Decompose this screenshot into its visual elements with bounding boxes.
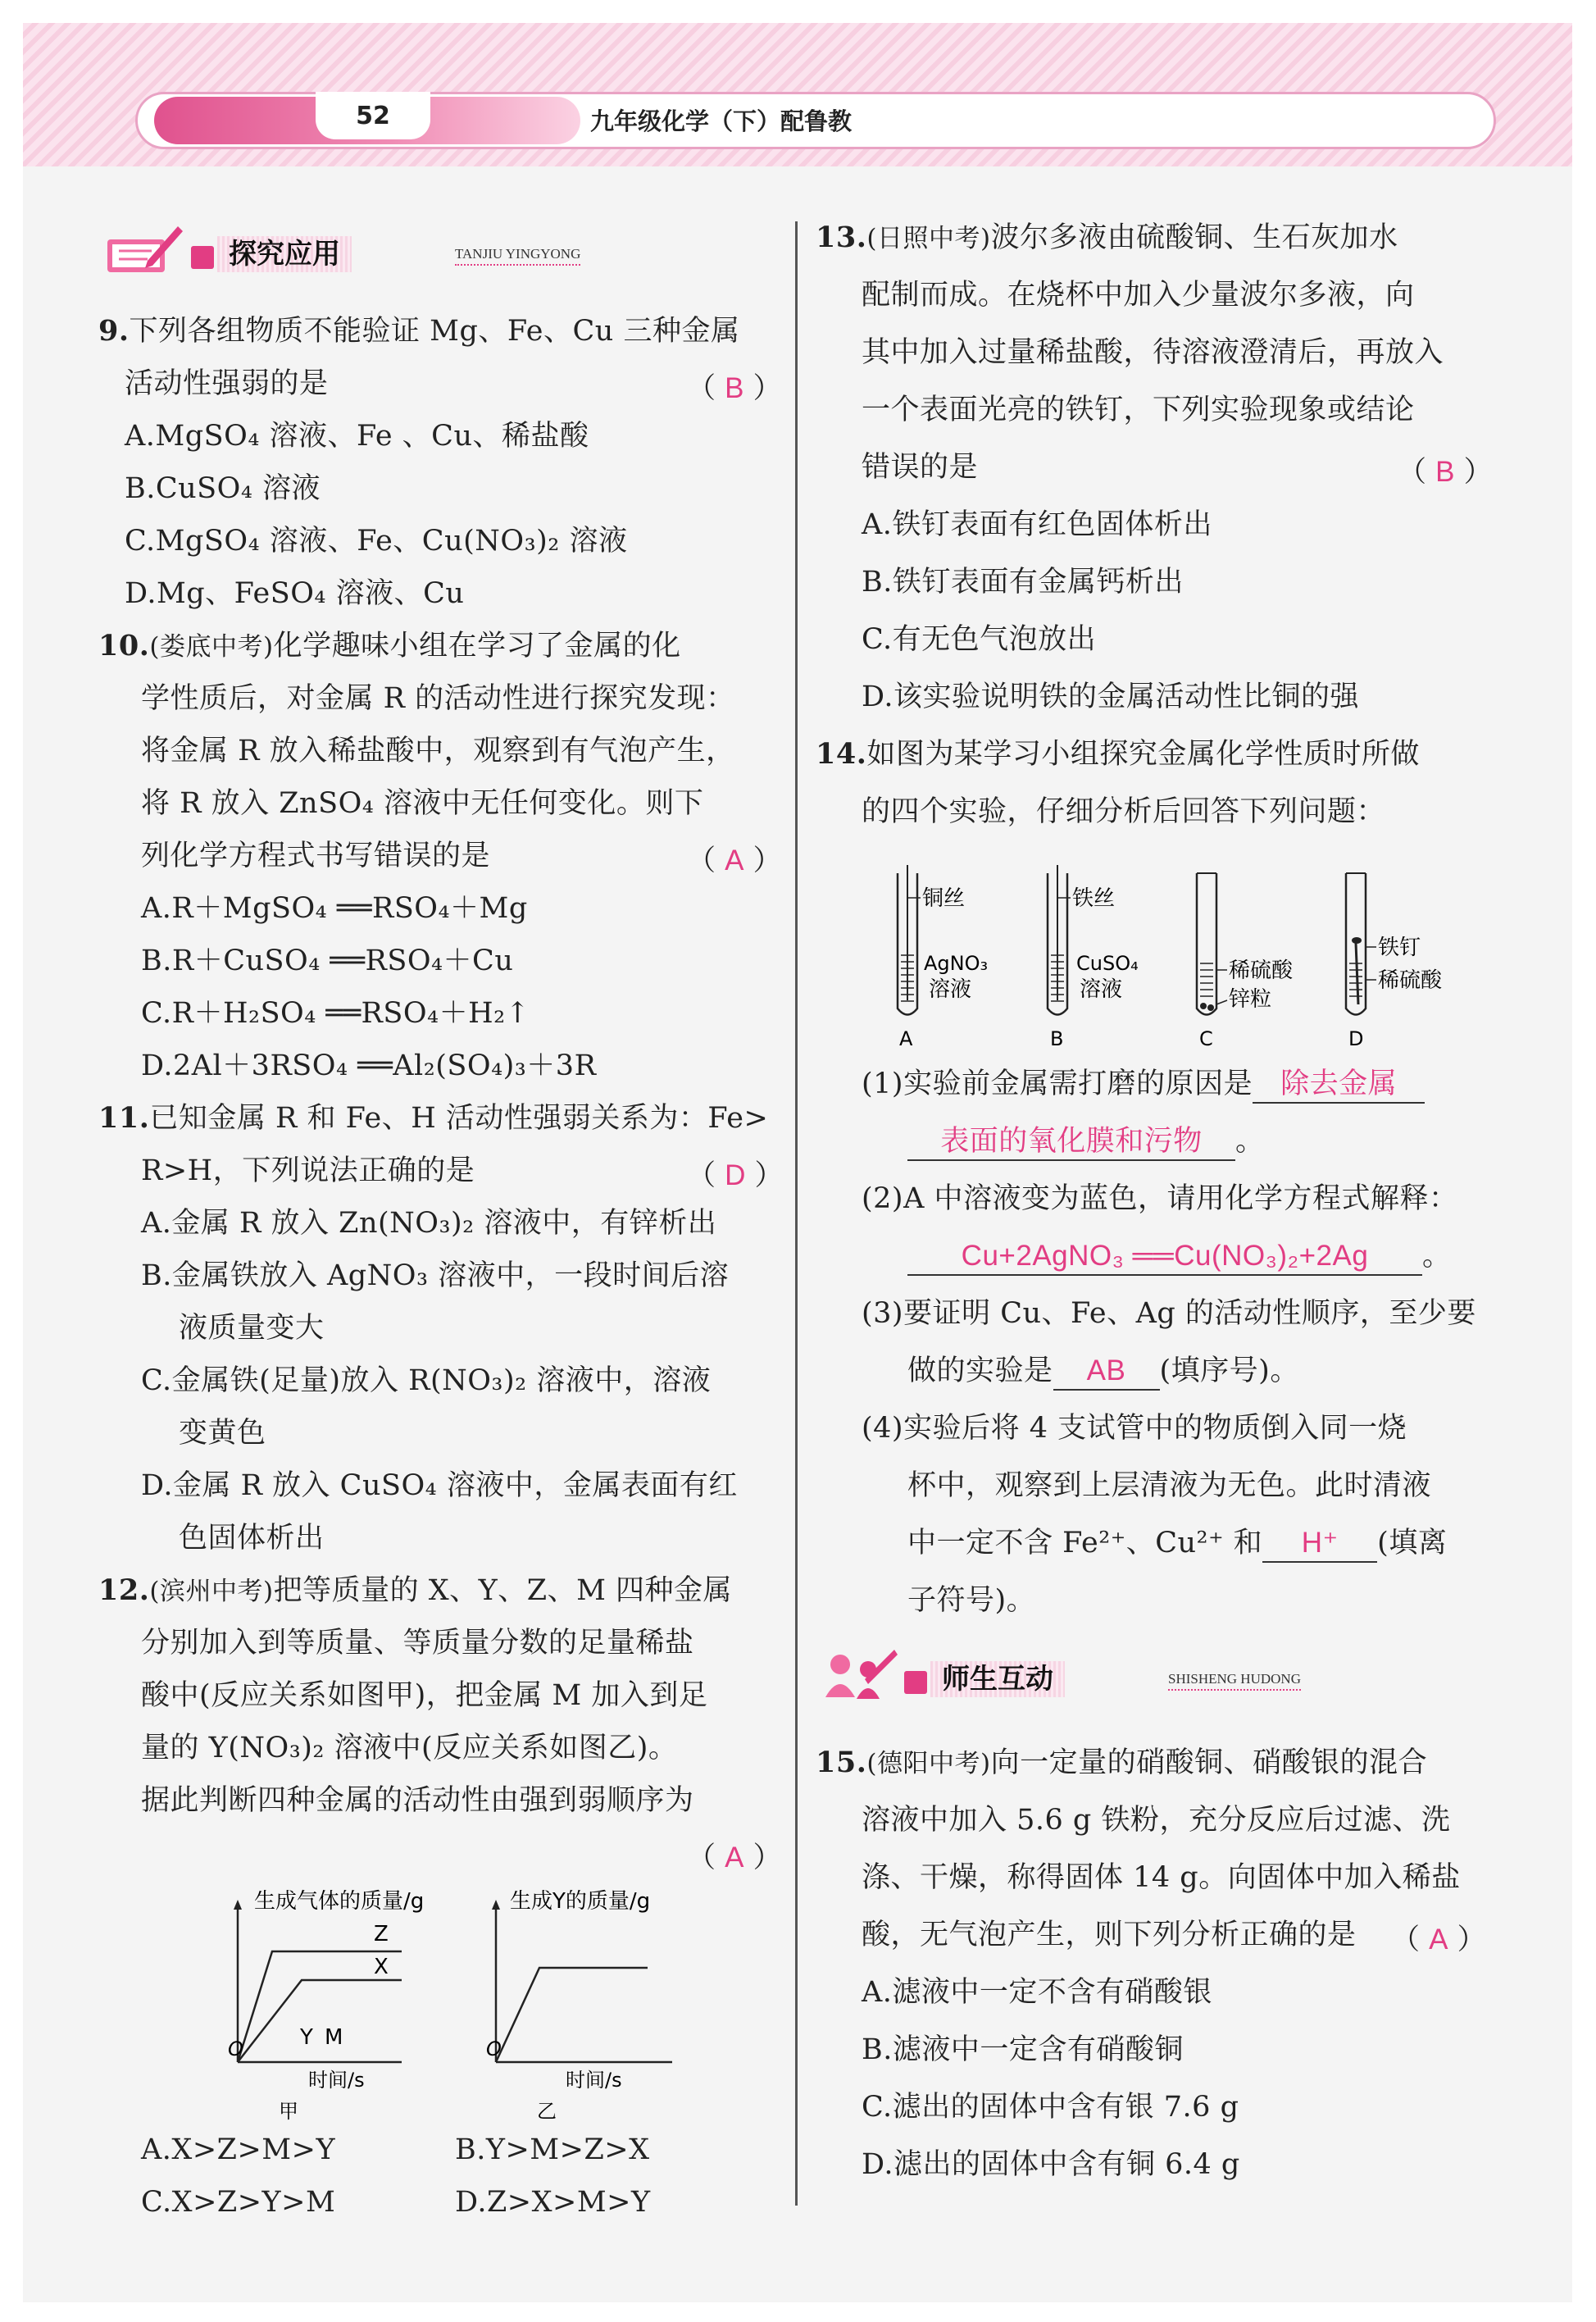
q11-option-b-2: 液质量变大 xyxy=(179,1312,325,1345)
tube-b-label: B xyxy=(1050,1027,1064,1050)
q13-answer: （ B ） xyxy=(1398,456,1493,489)
q15-stem-1: 15.(德阳中考)向一定量的硝酸铜、硝酸银的混合 xyxy=(816,1746,1428,1779)
q14-part1-answer-1: 除去金属 xyxy=(1253,1066,1425,1104)
q10-option-d: D.2Al＋3RSO₄ ══Al₂(SO₄)₃＋3R xyxy=(141,1049,597,1082)
section-title: 探究应用 xyxy=(217,236,352,272)
q12-answer: （ A ） xyxy=(687,1842,782,1874)
q9-stem-1: 9.下列各组物质不能验证 Mg、Fe、Cu 三种金属 xyxy=(98,314,740,348)
q12-stem-3: 酸中(反应关系如图甲)，把金属 M 加入到足 xyxy=(141,1679,708,1712)
graph-jia-xlabel: 时间/s xyxy=(308,2069,365,2092)
q12-stem-5: 据此判断四种金属的活动性由强到弱顺序为 xyxy=(141,1784,694,1817)
q15-option-c: C.滤出的固体中含有银 7.6 g xyxy=(862,2091,1239,2124)
tube-d-top: 铁钉 xyxy=(1378,936,1421,960)
q10-stem-5: 列化学方程式书写错误的是 xyxy=(141,840,491,872)
book-title: 九年级化学（下）配鲁教 xyxy=(590,107,853,135)
q10-stem-1: 10.(娄底中考)化学趣味小组在学习了金属的化 xyxy=(98,629,681,662)
tube-a-label: A xyxy=(899,1027,913,1050)
q13-stem-1: 13.(日照中考)波尔多液由硫酸铜、生石灰加水 xyxy=(816,221,1398,254)
q15-answer: （ A ） xyxy=(1391,1924,1486,1956)
q11-option-d-2: 色固体析出 xyxy=(179,1522,325,1555)
q11-stem-2: R>H，下列说法正确的是 xyxy=(141,1154,475,1187)
tube-b-reagent: CuSO₄ xyxy=(1076,952,1139,975)
q12-option-a: A.X>Z>M>Y xyxy=(141,2133,336,2166)
q11-option-a: A.金属 R 放入 Zn(NO₃)₂ 溶液中，有锌析出 xyxy=(141,1207,717,1240)
q15-stem-4: 酸，无气泡产生，则下列分析正确的是 xyxy=(862,1919,1357,1951)
q14-part4: (4)实验后将 4 支试管中的物质倒入同一烧 xyxy=(862,1412,1407,1445)
tube-b xyxy=(1048,865,1139,1050)
tube-a-reagent-2: 溶液 xyxy=(929,977,972,1002)
q10-answer: （ A ） xyxy=(687,845,782,877)
q11-option-d-1: D.金属 R 放入 CuSO₄ 溶液中，金属表面有红 xyxy=(141,1469,738,1502)
q14-part3-cont: 做的实验是 AB (填序号)。 xyxy=(907,1353,1299,1391)
q12-stem-1: 12.(滨州中考)把等质量的 X、Y、Z、M 四种金属 xyxy=(98,1573,733,1607)
q12-stem-2: 分别加入到等质量、等质量分数的足量稀盐 xyxy=(141,1627,694,1660)
q14-part2-cont: Cu+2AgNO₃ ══Cu(NO₃)₂+2Ag 。 xyxy=(907,1238,1452,1276)
tube-a-reagent: AgNO₃ xyxy=(924,952,989,975)
tube-b-reagent-2: 溶液 xyxy=(1080,977,1123,1002)
tube-c-top: 稀硫酸 xyxy=(1229,958,1294,983)
q15-option-d: D.滤出的固体中含有铜 6.4 g xyxy=(862,2148,1240,2181)
q14-part1-cont: 表面的氧化膜和污物 。 xyxy=(907,1123,1265,1161)
q15-stem-2: 溶液中加入 5.6 g 铁粉，充分反应后过滤、洗 xyxy=(862,1804,1451,1837)
graph-jia xyxy=(228,1889,424,2123)
graph-yi-origin: O xyxy=(486,2037,502,2060)
q14-part4-answer: H⁺ xyxy=(1262,1525,1377,1563)
q14-test-tubes xyxy=(873,865,1463,1054)
section-header-explore xyxy=(102,221,676,287)
tube-d xyxy=(1346,873,1443,1050)
graph-jia-ylabel: 生成气体的质量/g xyxy=(254,1889,425,1914)
page-number: 52 xyxy=(316,92,430,139)
graph-jia-caption: 甲 xyxy=(279,2100,298,2123)
q13-option-a: A.铁钉表面有红色固体析出 xyxy=(862,508,1212,541)
q13-stem-3: 其中加入过量稀盐酸，待溶液澄清后，再放入 xyxy=(862,336,1444,369)
section-pinyin: TANJIU YINGYONG xyxy=(455,246,580,266)
q11-answer: （ D ） xyxy=(687,1159,784,1192)
q11-stem-1: 11.已知金属 R 和 Fe、H 活动性强弱关系为：Fe> xyxy=(98,1101,769,1135)
q9-option-b: B.CuSO₄ 溶液 xyxy=(125,472,321,505)
q12-graphs xyxy=(213,1882,738,2128)
graph-jia-label-x: X xyxy=(374,1955,389,1979)
q14-stem-2: 的四个实验，仔细分析后回答下列问题： xyxy=(862,795,1386,828)
graph-jia-origin: O xyxy=(228,2037,243,2060)
section-marker xyxy=(191,246,214,269)
q10-option-a: A.R＋MgSO₄ ══RSO₄＋Mg xyxy=(141,892,528,925)
graph-jia-label-m: M xyxy=(325,2025,343,2050)
graph-jia-label-y: Y xyxy=(300,2025,313,2050)
q12-option-b: B.Y>M>Z>X xyxy=(455,2133,650,2166)
q9-option-a: A.MgSO₄ 溶液、Fe 、Cu、稀盐酸 xyxy=(125,420,589,453)
q9-option-d: D.Mg、FeSO₄ 溶液、Cu xyxy=(125,577,465,610)
tube-c xyxy=(1197,873,1294,1050)
q10-option-c: C.R＋H₂SO₄ ══RSO₄＋H₂↑ xyxy=(141,997,530,1030)
q13-stem-2: 配制而成。在烧杯中加入少量波尔多液，向 xyxy=(862,279,1415,312)
tube-d-reagent: 稀硫酸 xyxy=(1378,968,1443,993)
graph-yi xyxy=(486,1889,672,2123)
q13-option-d: D.该实验说明铁的金属活动性比铜的强 xyxy=(862,681,1359,713)
q13-option-b: B.铁钉表面有金属钙析出 xyxy=(862,566,1184,599)
graph-yi-xlabel: 时间/s xyxy=(566,2069,622,2092)
q15-stem-3: 涤、干燥，称得固体 14 g。向固体中加入稀盐 xyxy=(862,1861,1461,1894)
q11-option-c-1: C.金属铁(足量)放入 R(NO₃)₂ 溶液中，溶液 xyxy=(141,1364,712,1397)
q15-option-b: B.滤液中一定含有硝酸铜 xyxy=(862,2033,1184,2066)
q10-stem-3: 将金属 R 放入稀盐酸中，观察到有气泡产生， xyxy=(141,735,735,767)
q10-option-b: B.R＋CuSO₄ ══RSO₄＋Cu xyxy=(141,945,514,977)
q14-part4-cont-3: 子符号)。 xyxy=(907,1584,1036,1617)
q14-part4-cont: 杯中，观察到上层清液为无色。此时清液 xyxy=(907,1469,1432,1502)
q13-option-c: C.有无色气泡放出 xyxy=(862,623,1097,656)
tube-a xyxy=(898,865,988,1050)
q14-part1: (1)实验前金属需打磨的原因是 除去金属 xyxy=(862,1066,1425,1104)
q12-option-c: C.X>Z>Y>M xyxy=(141,2186,336,2219)
column-divider xyxy=(795,221,798,2206)
q14-part4-cont-2: 中一定不含 Fe²⁺、Cu²⁺ 和 H⁺ (填离 xyxy=(907,1525,1447,1563)
q14-part3-answer: AB xyxy=(1053,1353,1160,1391)
tube-a-top: 铜丝 xyxy=(922,886,966,911)
q13-stem-4: 一个表面光亮的铁钉，下列实验现象或结论 xyxy=(862,394,1415,426)
tube-c-reagent: 锌粒 xyxy=(1229,987,1272,1012)
q14-part2: (2)A 中溶液变为蓝色，请用化学方程式解释： xyxy=(862,1182,1458,1215)
teacher-student-icon xyxy=(816,1646,898,1704)
section-title: 师生互动 xyxy=(930,1661,1065,1697)
graph-yi-ylabel: 生成Y的质量/g xyxy=(510,1889,651,1914)
section-marker xyxy=(904,1671,927,1694)
q9-stem-2: 活动性强弱的是 xyxy=(125,367,329,400)
tube-d-label: D xyxy=(1348,1027,1364,1050)
section-header-interact xyxy=(816,1646,1439,1712)
section-pinyin: SHISHENG HUDONG xyxy=(1168,1671,1301,1691)
q14-part2-answer: Cu+2AgNO₃ ══Cu(NO₃)₂+2Ag xyxy=(907,1238,1422,1276)
graph-jia-label-z: Z xyxy=(374,1922,389,1946)
q14-part3: (3)要证明 Cu、Fe、Ag 的活动性顺序，至少要 xyxy=(862,1297,1476,1330)
q11-option-b-1: B.金属铁放入 AgNO₃ 溶液中，一段时间后溶 xyxy=(141,1259,730,1292)
q9-answer: （ B ） xyxy=(687,372,782,405)
q11-option-c-2: 变黄色 xyxy=(179,1417,266,1450)
q10-stem-2: 学性质后，对金属 R 的活动性进行探究发现： xyxy=(141,682,735,715)
pen-notebook-icon xyxy=(102,221,184,279)
graph-yi-caption: 乙 xyxy=(537,2100,557,2123)
tube-c-label: C xyxy=(1199,1027,1213,1050)
q10-stem-4: 将 R 放入 ZnSO₄ 溶液中无任何变化。则下 xyxy=(141,787,704,820)
q13-stem-5: 错误的是 xyxy=(862,451,979,484)
q14-stem-1: 14.如图为某学习小组探究金属化学性质时所做 xyxy=(816,737,1420,771)
q12-stem-4: 量的 Y(NO₃)₂ 溶液中(反应关系如图乙)。 xyxy=(141,1732,678,1764)
q9-option-c: C.MgSO₄ 溶液、Fe、Cu(NO₃)₂ 溶液 xyxy=(125,525,628,558)
q12-option-d: D.Z>X>M>Y xyxy=(455,2186,651,2219)
q15-option-a: A.滤液中一定不含有硝酸银 xyxy=(862,1976,1212,2009)
q14-part1-answer-2: 表面的氧化膜和污物 xyxy=(907,1123,1235,1161)
tube-b-top: 铁丝 xyxy=(1072,886,1116,911)
